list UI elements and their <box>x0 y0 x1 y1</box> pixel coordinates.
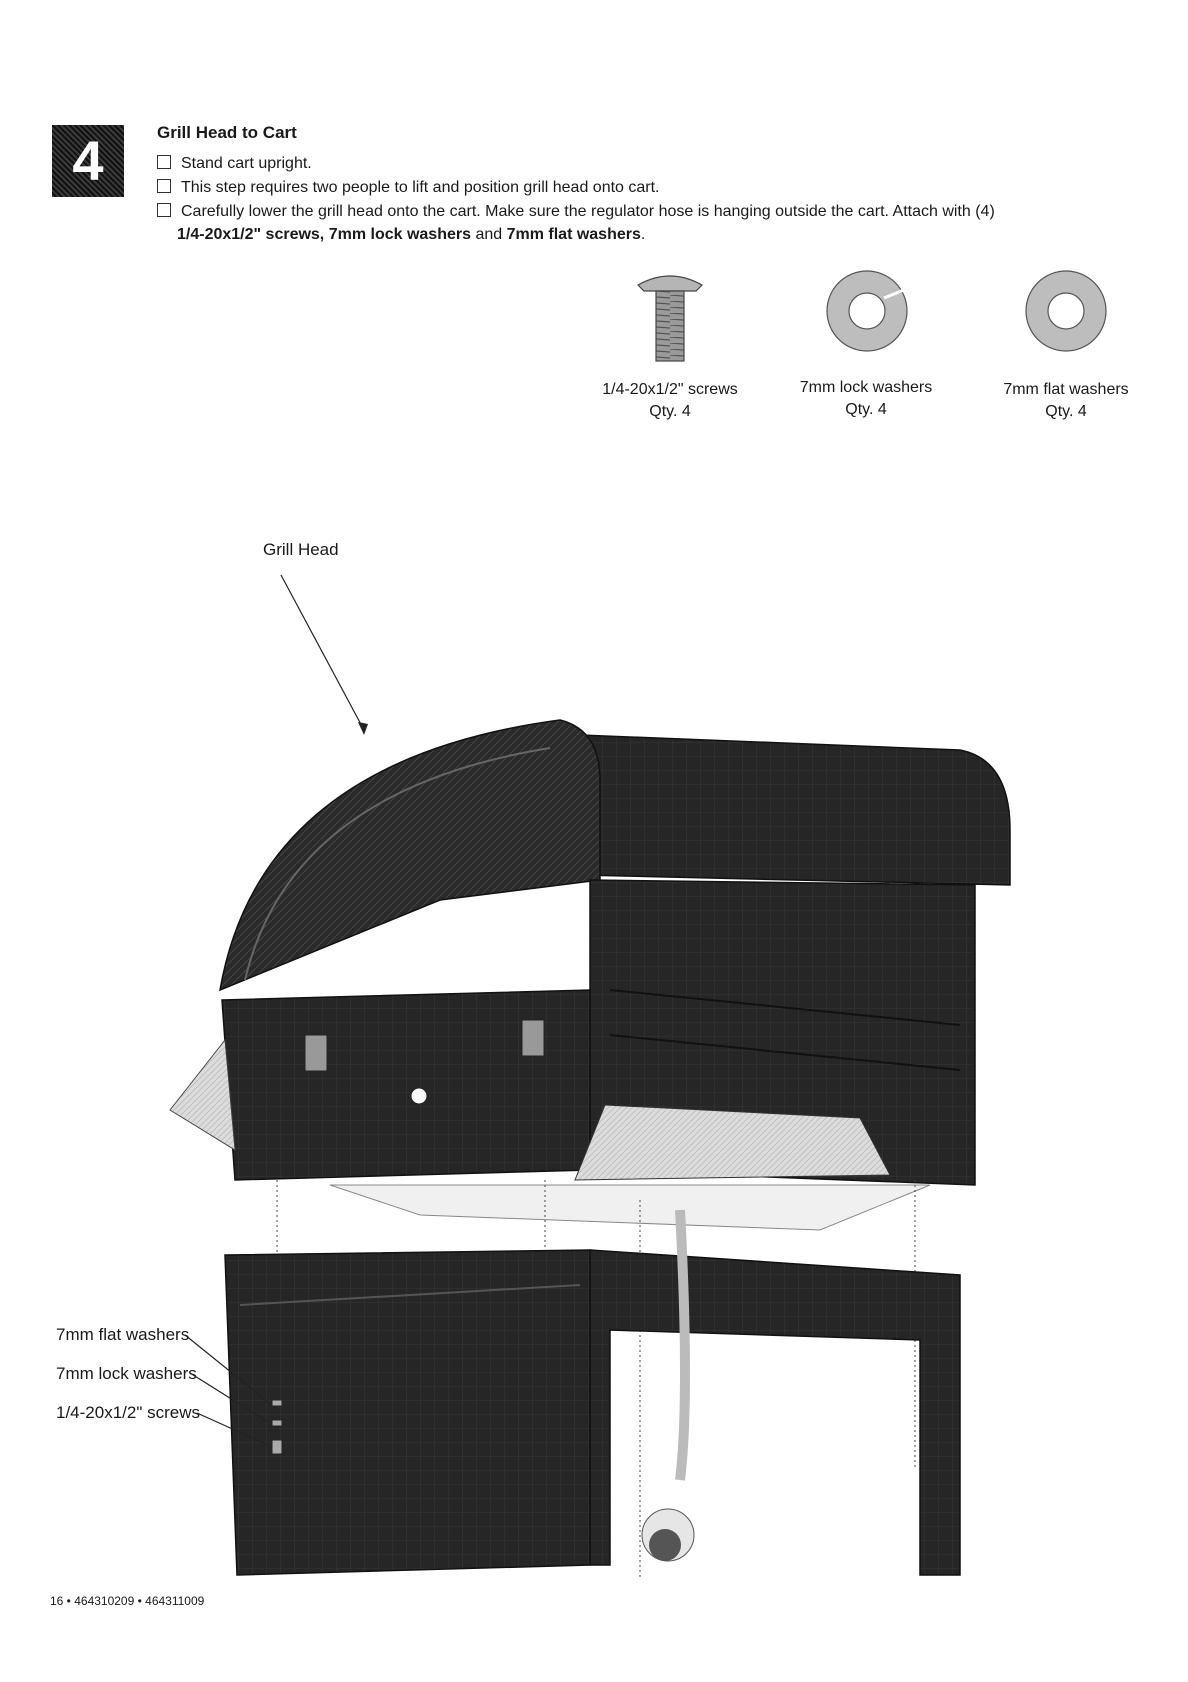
plain-text: and <box>471 226 507 243</box>
plain-text: . <box>640 226 646 243</box>
grill-head <box>170 720 1010 1230</box>
grill-head-label: Grill Head <box>263 540 339 559</box>
step-title: Grill Head to Cart <box>157 123 297 142</box>
callout-lock-washers: 7mm lock washers <box>56 1364 197 1383</box>
part-ref-bold: 7mm flat washers <box>506 226 641 243</box>
callout-screws: 1/4-20x1/2" screws <box>56 1403 200 1422</box>
part-ref-bold: 1/4-20x1/2" screws, 7mm lock washers <box>177 226 471 243</box>
callout-flat-washers: 7mm flat washers <box>56 1325 190 1344</box>
instruction-text: This step requires two people to lift and position grill head onto cart. <box>181 179 660 196</box>
instruction-text: Carefully lower the grill head onto the cart. Make sure the regulator hose is hanging outside the cart. Attach with (4) <box>181 203 995 220</box>
part-qty: Qty. 4 <box>649 403 691 420</box>
part-qty: Qty. 4 <box>1045 403 1087 420</box>
part-name: 1/4-20x1/2" screws <box>602 381 738 398</box>
page-footer: 16 • 464310209 • 464311009 <box>50 1594 205 1608</box>
part-qty: Qty. 4 <box>845 401 887 418</box>
cart <box>225 1210 960 1575</box>
step-number-badge: 4 <box>52 125 124 197</box>
part-name: 7mm flat washers <box>1003 381 1129 398</box>
part-name: 7mm lock washers <box>799 379 933 396</box>
instruction-text: Stand cart upright. <box>181 155 312 172</box>
